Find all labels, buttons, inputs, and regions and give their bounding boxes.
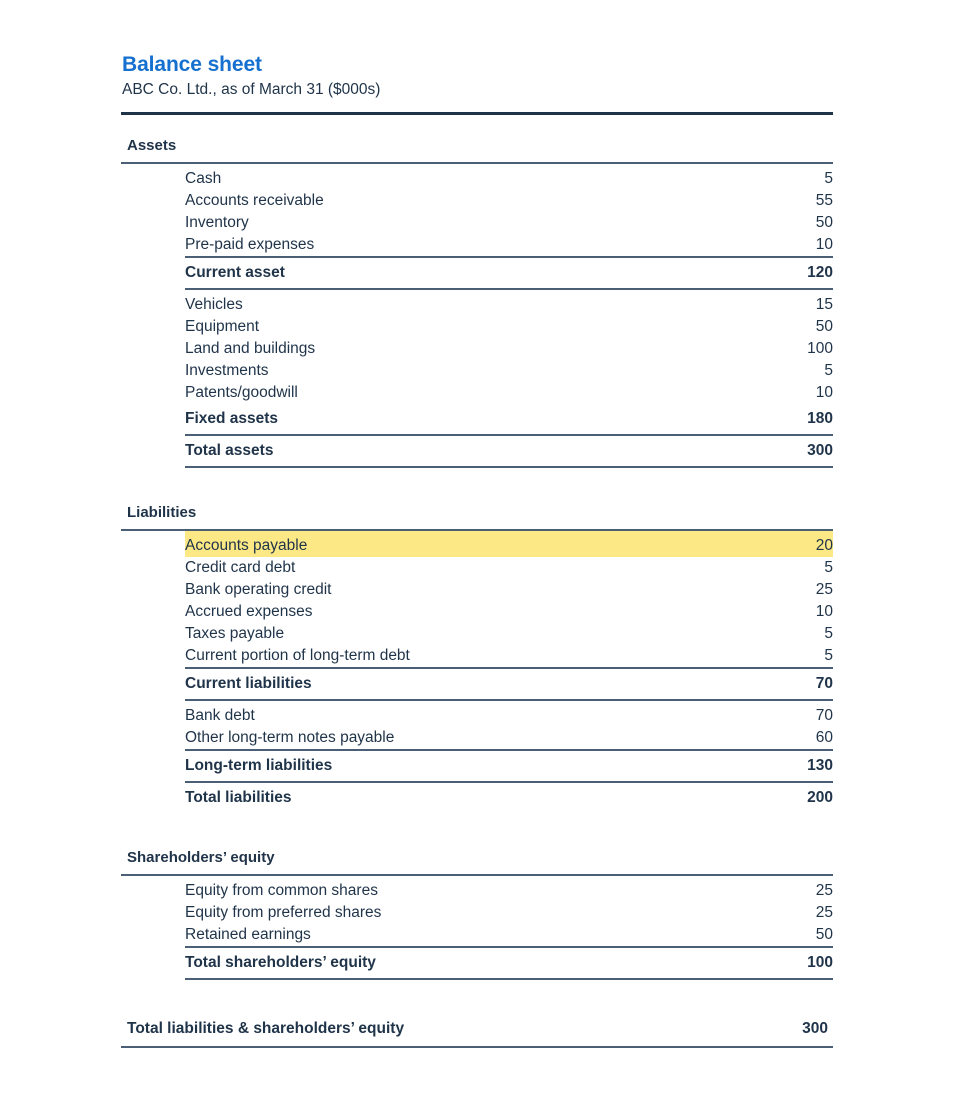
- table-row[interactable]: [185, 902, 833, 924]
- line-value: 25: [815, 903, 833, 921]
- total-value: 300: [713, 435, 833, 467]
- line-label: Land and buildings: [185, 339, 316, 357]
- line-value: 10: [815, 383, 833, 401]
- line-label: Patents/goodwill: [185, 383, 298, 401]
- total-row: [185, 782, 833, 813]
- section-assets: [121, 137, 833, 468]
- table-row[interactable]: [185, 164, 833, 190]
- line-label: Equity from preferred shares: [185, 903, 382, 921]
- table-row[interactable]: [185, 338, 833, 360]
- line-value: 25: [815, 881, 833, 899]
- subtotal-row: [185, 404, 833, 435]
- table-row[interactable]: [185, 316, 833, 338]
- subtotal-row: [185, 257, 833, 289]
- line-label: Vehicles: [185, 295, 243, 313]
- line-value: 20: [713, 531, 833, 557]
- table-row[interactable]: [185, 289, 833, 316]
- line-label: Current portion of long-term debt: [185, 646, 410, 664]
- total-label: Total liabilities: [185, 788, 292, 806]
- line-value: 55: [815, 191, 833, 209]
- line-label: Accounts payable: [185, 531, 713, 557]
- table-row[interactable]: [185, 579, 833, 601]
- subtotal-label: Long-term liabilities: [185, 750, 713, 782]
- subtotal-value: 100: [713, 947, 833, 979]
- line-label: Cash: [185, 169, 222, 187]
- line-label: Equipment: [185, 317, 260, 335]
- total-row: [185, 435, 833, 467]
- line-value: 5: [824, 646, 833, 664]
- subtotal-label: Total shareholders’ equity: [185, 947, 713, 979]
- line-label: Inventory: [185, 213, 249, 231]
- line-value: 5: [824, 361, 833, 379]
- section-heading-shareholders-equity: Shareholders’ equity: [127, 848, 275, 866]
- table-row[interactable]: [185, 360, 833, 382]
- table-row[interactable]: [185, 645, 833, 668]
- line-value: 5: [824, 558, 833, 576]
- subtotal-value: 180: [713, 404, 833, 435]
- section-liabilities: [121, 504, 833, 813]
- total-label: Total assets: [185, 435, 713, 467]
- assets-table: [185, 164, 833, 468]
- table-row-highlighted[interactable]: [185, 531, 833, 557]
- line-label: Accounts receivable: [185, 191, 324, 209]
- line-label: Investments: [185, 361, 269, 379]
- grand-total-row: [121, 1018, 833, 1048]
- line-value: 100: [807, 339, 833, 357]
- line-label: Other long-term notes payable: [185, 728, 395, 746]
- line-value: 10: [815, 235, 833, 253]
- subtotal-value: 120: [713, 257, 833, 289]
- subtotal-row: [185, 668, 833, 700]
- total-value: 200: [807, 788, 833, 806]
- table-row[interactable]: [185, 212, 833, 234]
- line-value: 50: [815, 317, 833, 335]
- table-row[interactable]: [185, 382, 833, 404]
- table-row[interactable]: [185, 601, 833, 623]
- line-label: Bank debt: [185, 706, 255, 724]
- table-row[interactable]: [185, 234, 833, 257]
- subtotal-row: [185, 750, 833, 782]
- table-row[interactable]: [185, 190, 833, 212]
- table-row[interactable]: [185, 623, 833, 645]
- subtotal-label: Fixed assets: [185, 404, 713, 435]
- section-heading-liabilities: Liabilities: [127, 503, 197, 521]
- subtotal-value: 70: [713, 668, 833, 700]
- table-row[interactable]: [185, 700, 833, 727]
- section-shareholders-equity: [121, 849, 833, 980]
- page-subtitle: ABC Co. Ltd., as of March 31 ($000s): [122, 81, 381, 99]
- line-label: Pre-paid expenses: [185, 235, 315, 253]
- shareholders-equity-table: [185, 876, 833, 980]
- liabilities-table: [185, 531, 833, 813]
- header-divider: [121, 112, 833, 115]
- line-value: 10: [815, 602, 833, 620]
- line-value: 5: [824, 624, 833, 642]
- table-row[interactable]: [185, 557, 833, 579]
- subtotal-row: [185, 947, 833, 979]
- table-row[interactable]: [185, 876, 833, 902]
- table-row[interactable]: [185, 727, 833, 750]
- subtotal-label: Current asset: [185, 257, 713, 289]
- line-label: Equity from common shares: [185, 881, 378, 899]
- line-label: Accrued expenses: [185, 602, 313, 620]
- line-label: Taxes payable: [185, 624, 285, 642]
- line-value: 5: [824, 169, 833, 187]
- page-title: Balance sheet: [122, 53, 262, 76]
- line-value: 50: [815, 213, 833, 231]
- grand-total-value: 300: [802, 1019, 828, 1037]
- subtotal-label: Current liabilities: [185, 668, 713, 700]
- line-label: Retained earnings: [185, 925, 311, 943]
- line-value: 50: [815, 925, 833, 943]
- section-heading-assets: Assets: [127, 136, 177, 154]
- line-label: Bank operating credit: [185, 580, 332, 598]
- grand-total-label: Total liabilities & shareholders’ equity: [127, 1019, 405, 1037]
- line-value: 15: [815, 295, 833, 313]
- table-row[interactable]: [185, 924, 833, 947]
- line-label: Credit card debt: [185, 558, 296, 576]
- line-value: 70: [815, 706, 833, 724]
- line-value: 25: [815, 580, 833, 598]
- subtotal-value: 130: [713, 750, 833, 782]
- line-value: 60: [815, 728, 833, 746]
